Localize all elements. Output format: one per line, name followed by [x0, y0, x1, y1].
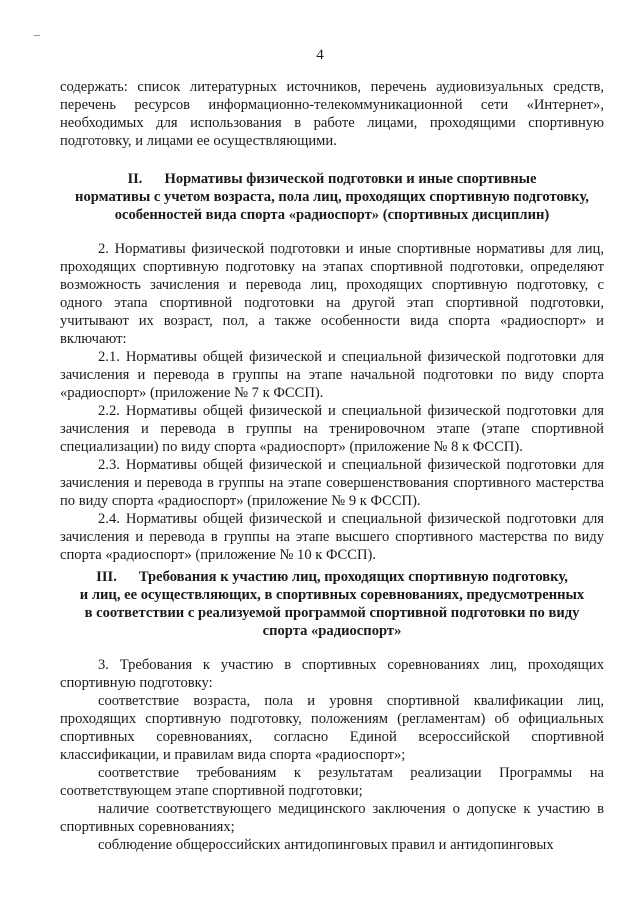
intro-paragraph: содержать: список литературных источников, перечень аудиовизуальных средств, перечень ресурсов информационно-телекоммуникационной сети «Интернет», необходимых для использования в работе лицами, проходящими спортивную подготовку, и лицами ее осуществляющими. — [60, 79, 604, 149]
section-3-number: III. — [96, 569, 117, 585]
paragraph-3: 3. Требования к участию в спортивных соревнованиях лиц, проходящих спортивную подготовку: — [60, 657, 604, 691]
section-2-heading — [60, 170, 604, 224]
section-2-title-line-1 — [60, 170, 604, 188]
section-3-title-line-4: спорта «радиоспорт» — [262, 623, 402, 639]
section-3-title-line-1 — [60, 568, 604, 586]
requirement-item-2: соответствие требованиям к результатам реализации Программы на соответствующем этапе спортивной подготовки; — [60, 765, 604, 799]
section-3-title-line-2: и лиц, ее осуществляющих, в спортивных соревнованиях, предусмотренных — [79, 587, 585, 603]
section-3-heading — [60, 568, 604, 640]
paragraph-2: 2. Нормативы физической подготовки и иные спортивные нормативы для лиц, проходящих спортивную подготовку на этапах спортивной подготовки, определяют возможность зачисления и перевода лиц, проходящих спортивную подготовку, с одного этапа спортивной подготовки на другой этап спортивной подготовки, учитывают их возраст, пол, а также особенности вида спорта «радиоспорт» и включают: — [60, 241, 604, 347]
paragraph-2-2: 2.2. Нормативы общей физической и специальной физической подготовки для зачисления и перевода в группы на тренировочном этапе (этапе спортивной специализации) по виду спорта «радиоспорт» (приложение № 8 к ФССП). — [60, 403, 604, 455]
section-2-title-line-2: нормативы с учетом возраста, пола лиц, проходящих спортивную подготовку, — [75, 189, 589, 205]
requirement-item-4: соблюдение общероссийских антидопинговых правил и антидопинговых — [98, 837, 554, 853]
paragraph-2-1: 2.1. Нормативы общей физической и специальной физической подготовки для зачисления и перевода в группы на этапе начальной подготовки по виду спорта «радиоспорт» (приложение № 7 к ФССП). — [60, 349, 604, 401]
requirement-item-1: соответствие возраста, пола и уровня спортивной квалификации лиц, проходящих спортивную подготовку, положениям (регламентам) об официальных спортивных соревнованиях, согласно Единой всероссийской спортивной классификации, и правилам вида спорта «радиоспорт»; — [60, 693, 604, 763]
section-2-title-line-3: особенностей вида спорта «радиоспорт» (спортивных дисциплин) — [114, 207, 550, 223]
section-3-body — [60, 656, 604, 854]
intro-text-block — [60, 78, 604, 150]
paragraph-2-3: 2.3. Нормативы общей физической и специальной физической подготовки для зачисления и перевода в группы на этапе совершенствования спортивного мастерства по виду спорта «радиоспорт» (приложение № 9 к ФССП). — [60, 457, 604, 509]
section-3-title-line-3: в соответствии с реализуемой программой спортивной подготовки по виду — [84, 605, 580, 621]
section-2-title-1: Нормативы физической подготовки и иные спортивные — [164, 171, 537, 187]
page-number: 4 — [316, 47, 324, 63]
section-2-number: II. — [127, 171, 143, 187]
section-3-title-1: Требования к участию лиц, проходящих спортивную подготовку, — [138, 569, 568, 585]
section-2-body — [60, 240, 604, 564]
requirement-item-3: наличие соответствующего медицинского заключения о допуске к участию в спортивных соревнованиях; — [60, 801, 604, 835]
scan-edge-mark — [34, 35, 40, 36]
paragraph-2-4: 2.4. Нормативы общей физической и специальной физической подготовки для зачисления и перевода в группы на этапе высшего спортивного мастерства по виду спорта «радиоспорт» (приложение № 10 к ФССП). — [60, 511, 604, 563]
